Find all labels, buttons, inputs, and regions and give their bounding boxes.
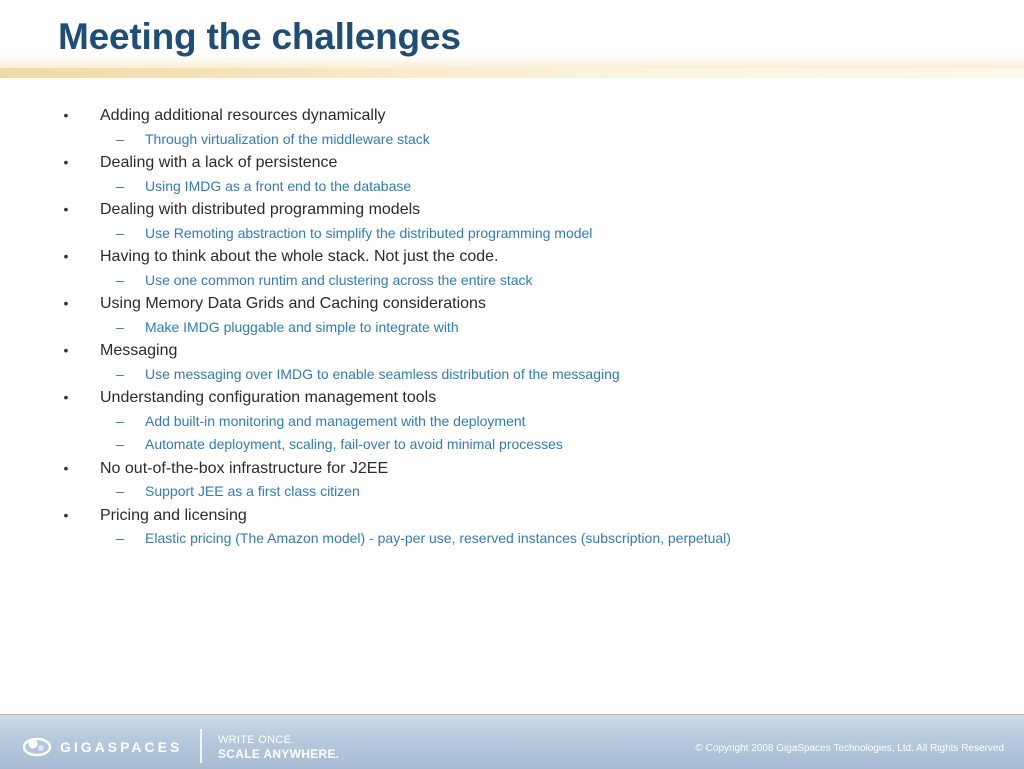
sub-bullet-marker: – bbox=[116, 130, 124, 147]
sub-bullet-item bbox=[0, 316, 1024, 340]
bullet-item bbox=[0, 504, 1024, 528]
sub-bullet-text: Use Remoting abstraction to simplify the distributed programming model bbox=[145, 224, 593, 241]
slide-title: Meeting the challenges bbox=[58, 16, 461, 57]
bullet-item bbox=[0, 198, 1024, 222]
sub-bullet-marker: – bbox=[116, 177, 124, 194]
bullet-text: Adding additional resources dynamically bbox=[100, 107, 386, 124]
sub-bullet-marker: – bbox=[116, 224, 124, 241]
bullet-list bbox=[0, 104, 1024, 551]
footer-divider bbox=[200, 729, 202, 763]
sub-bullet-text: Through virtualization of the middleware stack bbox=[145, 130, 430, 147]
sub-bullet-item bbox=[0, 222, 1024, 246]
slogan-line-2: SCALE ANYWHERE. bbox=[218, 747, 340, 761]
bullet-item bbox=[0, 292, 1024, 316]
sub-bullet-text: Make IMDG pluggable and simple to integrate with bbox=[145, 318, 459, 335]
sub-bullet-item bbox=[0, 269, 1024, 293]
sub-bullet-marker: – bbox=[116, 483, 124, 499]
bullet-marker: • bbox=[63, 389, 69, 405]
bullet-marker: • bbox=[63, 201, 69, 217]
sub-bullet-marker: – bbox=[116, 530, 124, 546]
sub-bullet-text: Support JEE as a first class citizen bbox=[145, 483, 360, 499]
bullet-item bbox=[0, 104, 1024, 128]
bullet-marker: • bbox=[63, 459, 69, 476]
bullet-item bbox=[0, 457, 1024, 481]
sub-bullet-item bbox=[0, 128, 1024, 152]
bullet-text: Dealing with distributed programming models bbox=[100, 201, 421, 218]
sub-bullet-text: Elastic pricing (The Amazon model) - pay-per use, reserved instances (subscription, perpetual) bbox=[145, 530, 731, 546]
bullet-text: Using Memory Data Grids and Caching considerations bbox=[100, 295, 486, 312]
bullet-text: Messaging bbox=[100, 342, 178, 359]
bullet-item bbox=[0, 245, 1024, 269]
sub-bullet-item bbox=[0, 527, 1024, 551]
sub-bullet-item bbox=[0, 175, 1024, 199]
bullet-text: Dealing with a lack of persistence bbox=[100, 154, 338, 171]
bullet-item bbox=[0, 151, 1024, 175]
sub-bullet-marker: – bbox=[116, 271, 124, 288]
sub-bullet-marker: – bbox=[116, 365, 124, 382]
bullet-marker: • bbox=[63, 154, 69, 170]
bullet-marker: • bbox=[63, 342, 69, 358]
sub-bullet-marker: – bbox=[116, 412, 124, 429]
sub-bullet-text: Use one common runtim and clustering across the entire stack bbox=[145, 271, 533, 288]
bullet-text: Having to think about the whole stack. Not just the code. bbox=[100, 248, 499, 265]
bullet-marker: • bbox=[63, 506, 69, 523]
bullet-text: Pricing and licensing bbox=[100, 506, 247, 524]
sub-bullet-item bbox=[0, 480, 1024, 504]
sub-bullet-item bbox=[0, 433, 1024, 457]
sub-bullet-text: Add built-in monitoring and management with the deployment bbox=[145, 412, 526, 429]
bullet-marker: • bbox=[63, 295, 69, 311]
slide-header bbox=[0, 0, 1024, 78]
bullet-item bbox=[0, 386, 1024, 410]
slogan-line-1: WRITE ONCE. bbox=[218, 734, 295, 746]
slide-footer bbox=[0, 714, 1024, 769]
sub-bullet-text: Using IMDG as a front end to the database bbox=[145, 177, 412, 194]
sub-bullet-item bbox=[0, 363, 1024, 387]
header-gradient-band bbox=[0, 68, 1024, 78]
sub-bullet-text: Use messaging over IMDG to enable seamless distribution of the messaging bbox=[145, 365, 620, 382]
bullet-item bbox=[0, 339, 1024, 363]
logo-wordmark: GIGASPACES bbox=[60, 739, 183, 755]
sub-bullet-item bbox=[0, 410, 1024, 434]
bullet-marker: • bbox=[63, 248, 69, 264]
copyright-text: © Copyright 2008 GigaSpaces Technologies, Ltd. All Rights Reserved bbox=[695, 743, 1004, 754]
gigaspaces-logo-icon bbox=[22, 735, 52, 757]
sub-bullet-marker: – bbox=[116, 436, 124, 452]
slogan bbox=[218, 733, 339, 761]
sub-bullet-marker: – bbox=[116, 318, 124, 335]
sub-bullet-text: Automate deployment, scaling, fail-over to avoid minimal processes bbox=[145, 436, 563, 452]
bullet-text: Understanding configuration management tools bbox=[100, 389, 437, 406]
bullet-text: No out-of-the-box infrastructure for J2EE bbox=[100, 459, 389, 477]
bullet-marker: • bbox=[63, 107, 69, 123]
